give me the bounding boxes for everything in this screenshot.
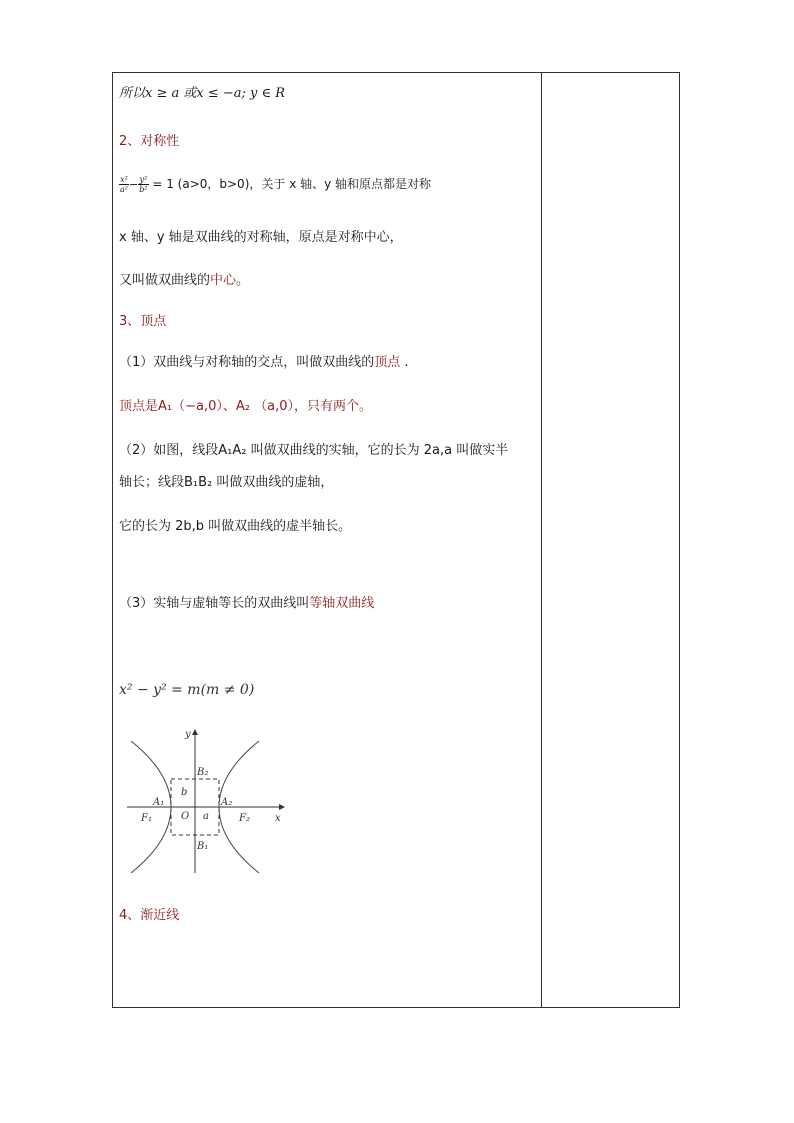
fraction-x: $\frac{\text{x²}}{\text{a²}}$ bbox=[120, 175, 128, 194]
b2-label: B₂ bbox=[197, 767, 209, 778]
vertex-term: 顶点 bbox=[374, 355, 401, 370]
heading-vertex: 3、顶点 bbox=[119, 314, 167, 329]
column-divider bbox=[541, 73, 542, 1007]
a-label: a bbox=[203, 811, 209, 822]
equal-axis-equation: x² − y² = m(m ≠ 0) bbox=[119, 682, 255, 698]
b-label: b bbox=[181, 787, 188, 798]
hyperbola-figure bbox=[127, 729, 289, 873]
f2-label: F₂ bbox=[239, 813, 250, 824]
range-line bbox=[119, 85, 285, 103]
p3-line: （3）实轴与虚轴等长的双曲线叫等轴双曲线 bbox=[119, 596, 375, 611]
y-axis-arrow bbox=[192, 729, 198, 735]
center-line: 又叫做双曲线的中心。 bbox=[119, 273, 250, 288]
vertex-line: 顶点是A₁（−a,0）、A₂ （a,0），只有两个。 bbox=[119, 399, 372, 414]
equal-axis-term: 等轴双曲线 bbox=[309, 596, 375, 611]
y-label: y bbox=[185, 729, 191, 740]
x-axis-arrow bbox=[279, 804, 285, 810]
p1-line: （1）双曲线与对称轴的交点，叫做双曲线的顶点 . bbox=[119, 355, 409, 370]
hyperbola-diagram bbox=[127, 729, 289, 873]
a2-label: A₂ bbox=[221, 797, 233, 808]
p2-line1: （2）如图，线段A₁A₂ 叫做双曲线的实轴，它的长为 2a,a 叫做实半 bbox=[119, 443, 509, 458]
content-table bbox=[112, 72, 680, 1008]
heading-symmetry: 2、对称性 bbox=[119, 134, 180, 149]
symmetry-text: = 1 (a>0，b>0)，关于 x 轴、y 轴和原点都是对称 bbox=[148, 177, 432, 191]
center-term: 中心 bbox=[210, 273, 237, 288]
axes-text: x 轴、y 轴是双曲线的对称轴，原点是对称中心， bbox=[119, 230, 403, 245]
p2-line3: 它的长为 2b,b 叫做双曲线的虚半轴长。 bbox=[119, 519, 352, 534]
origin-label: O bbox=[181, 811, 190, 822]
f1-label: F₁ bbox=[141, 813, 152, 824]
symmetry-equation-line: $\frac{\text{x²}}{\text{a²}}$ − $\frac{\text{y²}}{\text{b²}}$ = 1 (a>0，b>0)，关于 x 轴、y 轴和原点都是对称 bbox=[120, 175, 432, 194]
a1-label: A₁ bbox=[153, 797, 165, 808]
b1-label: B₁ bbox=[197, 841, 209, 852]
range-text: 所以x ≥ a 或x ≤ −a; y ∈ R bbox=[119, 86, 286, 101]
p2-line2: 轴长；线段B₁B₂ 叫做双曲线的虚轴， bbox=[119, 475, 334, 490]
heading-asymptote: 4、渐近线 bbox=[119, 908, 180, 923]
fraction-y: $\frac{\text{y²}}{\text{b²}}$ bbox=[139, 175, 148, 194]
x-label: x bbox=[275, 813, 281, 824]
